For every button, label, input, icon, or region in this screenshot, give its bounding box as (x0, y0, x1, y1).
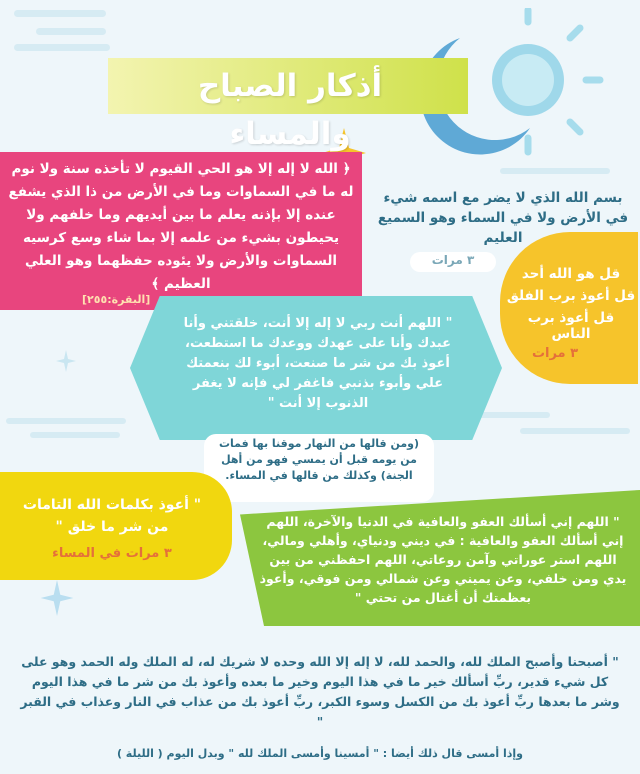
sayyid-istighfar-note: (ومن قالها من النهار موقنا بها فمات من يومه قبل أن يمسي فهو من أهل الجنة) وكذلك من قالها في المساء. (218, 437, 420, 482)
asbahna-note: وإذا أمسى قال ذلك أيضا : " أمسينا وأمسى الملك لله " وبدل اليوم ( الليلة ) (116, 747, 524, 760)
asbahna-text: " أصبحنا وأصبح الملك لله، والحمد لله، لا إله إلا الله وحده لا شريك له، له الملك وله الحمد وهو على كل شيء قدير، ربِّ أسألك خير ما في هذا اليوم وخير ما بعده وأعوذ بك من شر ما في هذا اليوم وشر ما بعدها ربِّ أعوذ بك من الكسل وسوء الكبر، ربِّ أعوذ بك من عذاب في النار وعذاب في القبر " (20, 654, 620, 729)
audhu-kalimat-repeat: ٣ مرات في المساء (52, 546, 172, 561)
decor-line (14, 10, 106, 17)
sayyid-istighfar-text: " اللهم أنت ربي لا إله إلا أنت، خلقتني وأنا عبدك وأنا على عهدك ووعدك ما استطعت، أعوذ بك من شر ما صنعت، أبوء لك بنعمتك علي وأبوء بذنبي فاغفر لي فإنه لا يغفر الذنوب إلا أنت " (183, 316, 453, 411)
decor-line (6, 418, 126, 424)
qul-line: قل أعوذ برب الناس (527, 310, 615, 342)
qul-repeat: ٣ مرات (531, 346, 579, 361)
decor-line (36, 28, 106, 35)
decor-line (520, 428, 630, 434)
qul-line: قل هو الله أحد (521, 266, 621, 282)
page-title: أذكار الصباح والمساء (197, 68, 383, 152)
ayat-alkursi-text: ﴿ الله لا إله إلا هو الحي القيوم لا تأخذه سنة ولا نوم له ما في السماوات وما في الأرض من ذا الذي يشفع عنده إلا بإذنه يعلم ما بين أيديهم وما خلفهم ولا يحيطون بشيء من علمه إلا بما شاء وسع كرسيه السماوات والأرض ولا يئوده حفظهما وهو العلي العظيم ﴾ (8, 161, 354, 292)
afw-dua-text: " اللهم إني أسألك العفو والعافية في الدنيا والآخرة، اللهم إني أسألك العفو والعافية : في ديني ودنياي، وأهلي ومالي، اللهم استر عوراتي وآمن روعاتي، اللهم احفظني من بين يدي ومن خلفي، وعن يميني وعن شمالي ومن فوقي، وأعوذ بعظمتك أن أغتال من تحتي " (259, 514, 627, 605)
bismillah-repeat: ٣ مرات (431, 253, 475, 267)
sparkle-icon (56, 350, 76, 372)
decor-line (14, 44, 110, 51)
ayat-reference: [البقرة:٢٥٥] (82, 293, 151, 306)
decor-line (30, 432, 120, 438)
bismillah-text: بسم الله الذي لا يضر مع اسمه شيء في الأرض ولا في السماء وهو السميع العليم (377, 190, 629, 246)
yellow-block-bg (500, 232, 638, 384)
audhu-kalimat-text: " أعوذ بكلمات الله التامات من شر ما خلق " (22, 497, 202, 535)
decor-line (500, 168, 610, 174)
sparkle-icon (40, 580, 74, 616)
qul-line: قل أعوذ برب الفلق (506, 288, 636, 304)
